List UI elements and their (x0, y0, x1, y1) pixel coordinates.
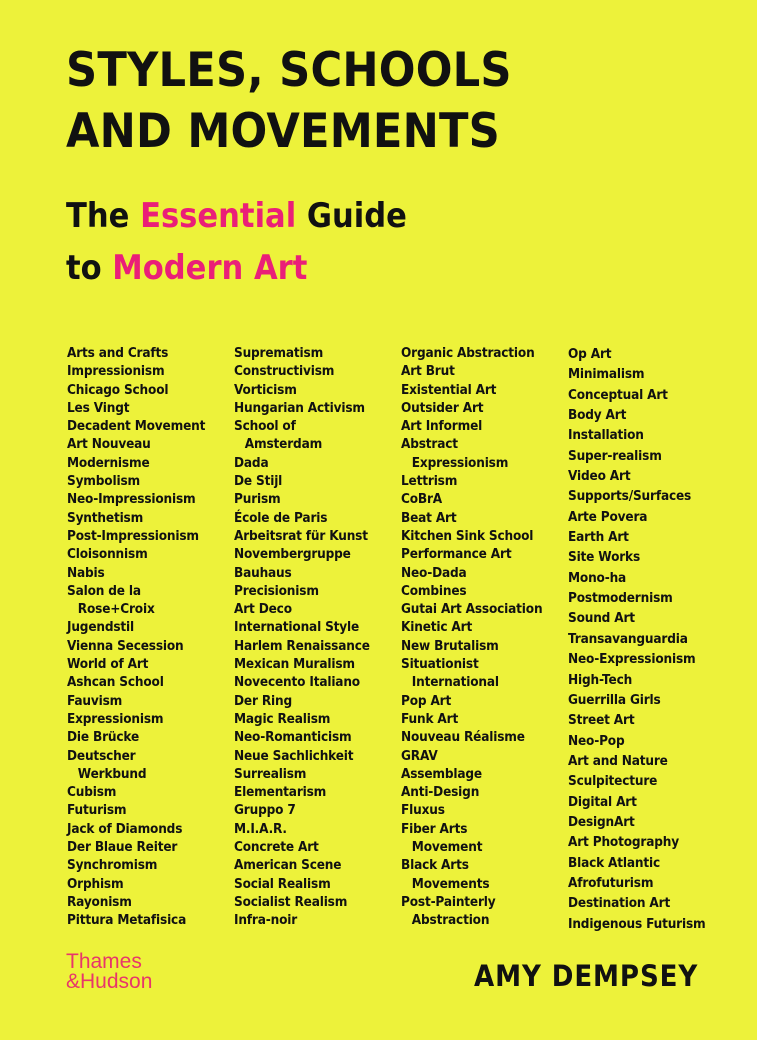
movement-item: Jugendstil (67, 619, 135, 636)
movement-item: Outsider Art (401, 399, 484, 416)
movement-item: Neo-Impressionism (67, 491, 196, 508)
movement-item: Body Art (568, 407, 627, 424)
movement-item: Post-Painterly (401, 893, 496, 910)
movement-item: Super-realism (568, 447, 662, 464)
movement-item: Black Atlantic (568, 854, 661, 871)
publisher-logo (66, 952, 152, 992)
movement-item: High-Tech (568, 671, 633, 688)
title-line-1: STYLES, SCHOOLS (66, 43, 512, 98)
movements-column-1 (67, 344, 205, 930)
movement-item: Infra-noir (234, 912, 298, 929)
movement-item: Kinetic Art (401, 619, 473, 636)
movement-item: Sculpitecture (568, 773, 658, 790)
movement-item: Hungarian Activism (234, 399, 365, 416)
movement-item: Nabis (67, 564, 105, 581)
movement-item: Kitchen Sink School (401, 527, 534, 544)
movement-item: Fluxus (401, 802, 445, 819)
movement-item: Expressionism (411, 454, 509, 471)
author-name: AMY DEMPSEY (474, 959, 699, 993)
movement-item: Harlem Renaissance (234, 637, 370, 654)
movement-item: Pop Art (401, 692, 452, 709)
movement-item: Novembergruppe (234, 546, 351, 563)
movement-item: Post-Impressionism (67, 527, 199, 544)
movement-item: Vienna Secession (67, 637, 184, 654)
movement-item: Vorticism (234, 381, 297, 398)
movement-item: Jack of Diamonds (67, 820, 183, 837)
movement-item: Neo-Pop (568, 732, 625, 749)
book-subtitle (66, 190, 407, 294)
movement-item: Situationist (401, 656, 479, 673)
movement-item: Orphism (67, 875, 124, 892)
movement-item: Lettrism (401, 473, 458, 490)
movement-item: Arte Povera (568, 508, 648, 525)
subtitle-highlight: Essential (140, 196, 297, 236)
movement-item: Fauvism (67, 692, 123, 709)
movement-item: Symbolism (67, 473, 140, 490)
publisher-line-2: &Hudson (66, 970, 153, 993)
movement-item: Minimalism (568, 366, 645, 383)
movement-item: Mexican Muralism (234, 656, 355, 673)
book-title (66, 40, 512, 162)
movement-item: Impressionism (67, 363, 165, 380)
movement-item: Neue Sachlichkeit (234, 747, 354, 764)
movement-item: Art Brut (401, 363, 455, 380)
movement-item: Der Blaue Reiter (67, 839, 178, 856)
movement-item: Expressionism (67, 710, 164, 727)
movement-item: Postmodernism (568, 590, 673, 607)
movement-item: Futurism (67, 802, 127, 819)
movement-item: CoBrA (401, 491, 443, 508)
movement-item: Synthetism (67, 509, 144, 526)
movement-item: Abstraction (411, 912, 490, 929)
movement-item: Cloisonnism (67, 546, 148, 563)
movement-item: Social Realism (234, 875, 331, 892)
movement-item: Salon de la (67, 582, 141, 599)
movement-item: Bauhaus (234, 564, 292, 581)
movement-item: Decadent Movement (67, 418, 206, 435)
movement-item: Dada (234, 454, 269, 471)
movements-column-3 (401, 344, 542, 930)
movement-item: International Style (234, 619, 360, 636)
subtitle-text: The (66, 196, 141, 236)
movement-item: Combines (401, 582, 467, 599)
movement-item: Neo-Dada (401, 564, 467, 581)
subtitle-text: Guide (296, 196, 407, 236)
movement-item: Afrofuturism (568, 874, 654, 891)
movement-item: Concrete Art (234, 839, 319, 856)
movement-item: Surrealism (234, 765, 307, 782)
movement-item: Black Arts (401, 857, 469, 874)
movement-item: New Brutalism (401, 637, 499, 654)
movement-item: Existential Art (401, 381, 497, 398)
movement-item: School of (234, 418, 296, 435)
movement-item: Organic Abstraction (401, 345, 535, 361)
movement-item: Guerrilla Girls (568, 691, 661, 708)
movement-item: American Scene (234, 857, 342, 874)
movement-item: Suprematism (234, 345, 324, 361)
movement-item: Socialist Realism (234, 893, 348, 910)
movement-item: Chicago School (67, 381, 169, 398)
movement-item: Pittura Metafisica (67, 912, 187, 929)
movement-item: Les Vingt (67, 399, 130, 416)
subtitle-line-2 (66, 242, 407, 294)
movements-column-4 (568, 344, 706, 934)
movement-item: Anti-Design (401, 784, 480, 801)
movement-item: Arts and Crafts (67, 345, 169, 361)
movement-item: Gutai Art Association (401, 601, 543, 618)
movement-item: Art Photography (568, 834, 679, 851)
movement-item: Mono-ha (568, 569, 627, 586)
movement-item: Modernisme (67, 454, 150, 471)
movement-item: Funk Art (401, 710, 459, 727)
movement-item: Nouveau Réalisme (401, 729, 525, 746)
movement-item: Movement (411, 839, 483, 856)
subtitle-highlight: Modern Art (112, 248, 308, 288)
title-line-2: AND MOVEMENTS (66, 104, 501, 159)
movement-item: Die Brücke (67, 729, 140, 746)
movement-item: Conceptual Art (568, 386, 668, 403)
movement-item: Supports/Surfaces (568, 488, 692, 505)
movement-item: Destination Art (568, 895, 671, 912)
movement-item: Site Works (568, 549, 641, 566)
movement-item: Amsterdam (244, 436, 323, 453)
movement-item: Beat Art (401, 509, 457, 526)
movement-item: Installation (568, 427, 644, 444)
movement-item: M.I.A.R. (234, 820, 287, 837)
movement-item: World of Art (67, 656, 149, 673)
movement-item: École de Paris (234, 509, 328, 526)
movement-item: Art Nouveau (67, 436, 151, 453)
movement-item: Neo-Romanticism (234, 729, 352, 746)
movement-item: Precisionism (234, 582, 319, 599)
movement-item: Art Informel (401, 418, 483, 435)
publisher-line-1: Thames (66, 950, 142, 973)
movement-item: Cubism (67, 784, 117, 801)
movement-item: Movements (411, 875, 490, 892)
movement-item: Purism (234, 491, 281, 508)
movement-item: GRAV (401, 747, 438, 764)
movement-item: Digital Art (568, 793, 637, 810)
movements-column-2 (234, 344, 370, 930)
movement-item: Elementarism (234, 784, 327, 801)
movement-item: Indigenous Futurism (568, 915, 706, 932)
movement-item: Op Art (568, 346, 612, 362)
movement-item: Fiber Arts (401, 820, 468, 837)
movement-item: Magic Realism (234, 710, 331, 727)
movement-item: Deutscher (67, 747, 136, 764)
movement-item: Ashcan School (67, 674, 164, 691)
movement-item: Assemblage (401, 765, 482, 782)
movement-item: Performance Art (401, 546, 512, 563)
movement-item: International (411, 674, 499, 691)
movement-item: Constructivism (234, 363, 335, 380)
movement-item: Earth Art (568, 529, 629, 546)
movement-item: Sound Art (568, 610, 635, 627)
movement-item: De Stijl (234, 473, 283, 490)
subtitle-text: to (66, 248, 113, 288)
movement-item: Novecento Italiano (234, 674, 360, 691)
movement-item: Neo-Expressionism (568, 651, 696, 668)
movement-item: Rayonism (67, 893, 132, 910)
movement-item: Der Ring (234, 692, 292, 709)
movement-item: Rose+Croix (77, 601, 155, 618)
subtitle-line-1 (66, 190, 407, 242)
movement-item: Arbeitsrat für Kunst (234, 527, 368, 544)
movement-item: Abstract (401, 436, 458, 453)
movement-item: Art and Nature (568, 752, 668, 769)
movement-item: Synchromism (67, 857, 158, 874)
movement-item: Gruppo 7 (234, 802, 296, 819)
movement-item: Werkbund (77, 765, 147, 782)
movement-item: Video Art (568, 468, 631, 485)
movement-item: Art Deco (234, 601, 292, 618)
movement-item: DesignArt (568, 813, 635, 830)
movement-item: Street Art (568, 712, 635, 729)
movement-item: Transavanguardia (568, 630, 688, 647)
